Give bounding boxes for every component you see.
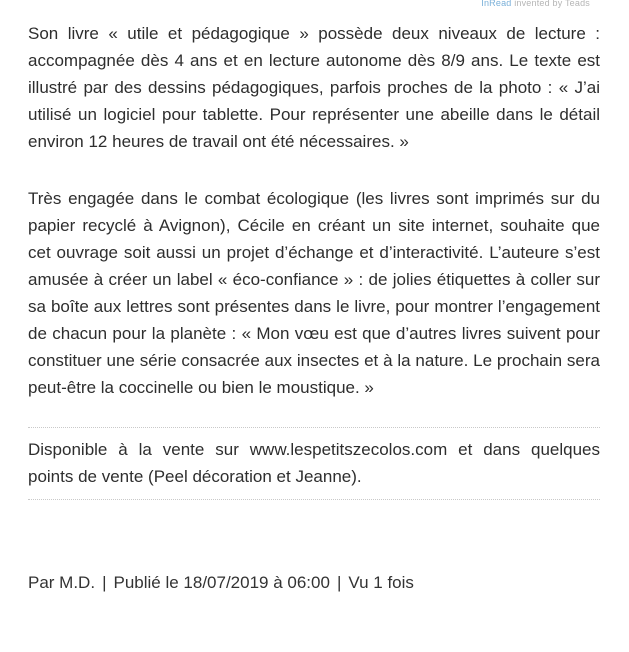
byline-separator: |: [336, 573, 342, 592]
byline-separator: |: [102, 573, 107, 592]
article-paragraph-ecology: Très engagée dans le combat écologique (les livres sont imprimés sur du papier recyclé à Avignon), Cécile en créant un site internet, souhaite que cet ouvrage soit aussi un projet d’échange et d’interactivité. L’auteure s’est amusée à créer un label « éco-confiance » : de jolies étiquettes à coller sur sa boîte aux lettres sont présentes dans le livre, pour montrer l’engagement de chacun pour la planète : « Mon vœu est que d’autres livres suivent pour constituer une série consacrée aux insectes et à la nature. Le prochain sera peut-être la coccinelle ou bien le moustique. »: [28, 189, 600, 397]
article-paragraph-book-levels: Son livre « utile et pédagogique » possède deux niveaux de lecture : accompagnée dès 4 ans et en lecture autonome dès 8/9 ans. Le texte est illustré par des dessins pédagogiques, parfois proches de la photo : « J’ai utilisé un logiciel pour tablette. Pour représenter une abeille dans le détail environ 12 heures de travail ont été nécessaires. »: [28, 24, 600, 151]
availability-suffix: et dans quelques points de vente (Peel décoration et Jeanne).: [28, 440, 600, 486]
byline-author: Par M.D.: [28, 573, 96, 592]
byline-published: Publié le 18/07/2019 à 06:00: [113, 573, 330, 592]
availability-note: [28, 427, 600, 500]
store-url: www.lespetitszecolos.com: [249, 440, 448, 459]
ad-attribution[interactable]: [28, 0, 590, 8]
byline: [28, 572, 600, 594]
inread-brand-label[interactable]: InRead: [481, 0, 512, 8]
teads-attribution-label[interactable]: invented by Teads: [511, 0, 590, 8]
availability-prefix: Disponible à la vente sur: [28, 440, 250, 459]
byline-views: Vu 1 fois: [348, 573, 414, 592]
availability-text: [28, 436, 600, 490]
